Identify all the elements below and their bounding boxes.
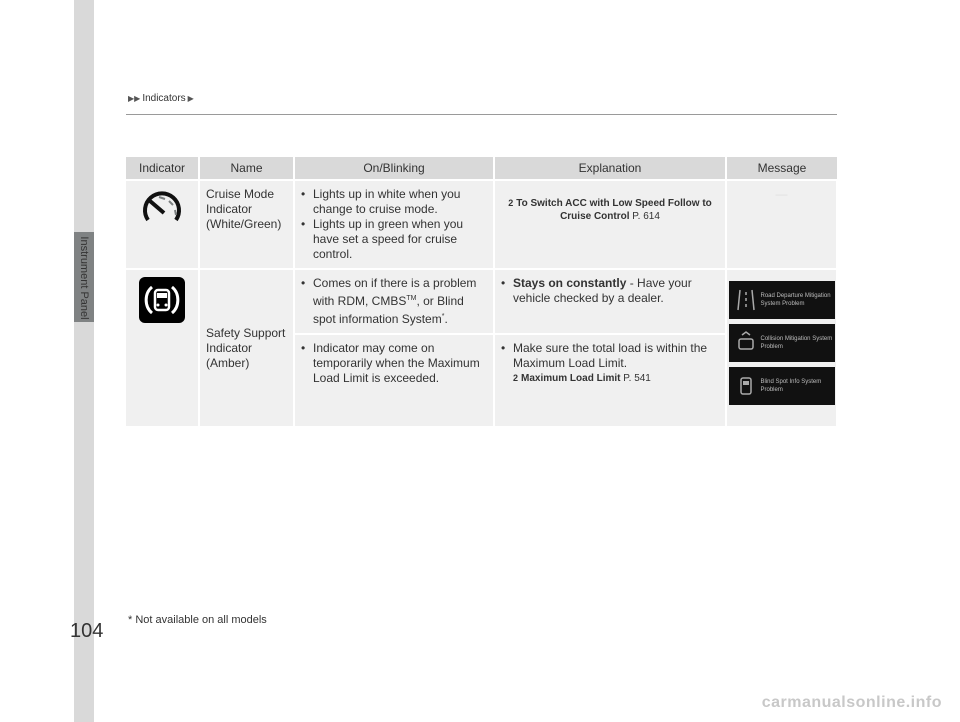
indicator-cell [126, 180, 199, 269]
column-header: Message [726, 157, 837, 180]
table-header-row [126, 157, 837, 180]
table-row [126, 180, 837, 269]
side-tab-bar [74, 0, 94, 722]
column-header: Indicator [126, 157, 199, 180]
explanation-cell [494, 269, 726, 334]
explanation-cell [494, 334, 726, 426]
header-rule [126, 114, 837, 115]
footnote: * Not available on all models [128, 614, 267, 626]
breadcrumb-arrow-icon: ▶ [187, 94, 194, 103]
blind-spot-icon [735, 374, 757, 398]
cruise-mode-icon [139, 187, 185, 233]
explanation-cell [494, 180, 726, 269]
list-item: • Comes on if there is a problem with RDM, CMBS™, or Blind spot information System*. [301, 276, 477, 326]
table-row [126, 269, 837, 334]
collision-mitigation-icon [735, 331, 757, 355]
safety-support-icon [138, 276, 186, 324]
column-header: Name [199, 157, 294, 180]
on-blinking-cell [294, 334, 494, 426]
name-cell: Cruise Mode Indicator (White/Green) [199, 180, 294, 269]
page-reference[interactable]: 2 To Switch ACC with Low Speed Follow to Cruise Control P. 614 [508, 198, 712, 222]
list-item: • Make sure the total load is within the Maximum Load Limit. [501, 341, 708, 370]
list-item: • Lights up in green when you have set a speed for cruise control. [301, 217, 464, 261]
message-display: Blind Spot Info System Problem [729, 367, 835, 405]
breadcrumb-item[interactable]: Indicators [142, 93, 186, 104]
list-item: • Lights up in white when you change to cruise mode. [301, 187, 461, 216]
column-header: Explanation [494, 157, 726, 180]
message-display: Road Departure Mitigation System Problem [729, 281, 835, 319]
list-item: • Stays on constantly - Have your vehicle checked by a dealer. [501, 276, 692, 305]
reference-arrow-icon: 2 [513, 373, 519, 383]
name-cell: Safety Support Indicator (Amber) [199, 269, 294, 426]
watermark: carmanualsonline.info [761, 694, 942, 711]
message-display: Collision Mitigation System Problem [729, 324, 835, 362]
message-cell [726, 269, 837, 426]
on-blinking-cell [294, 269, 494, 334]
on-blinking-cell [294, 180, 494, 269]
section-label: Instrument Panel [78, 236, 90, 320]
breadcrumb [128, 93, 194, 104]
column-header: On/Blinking [294, 157, 494, 180]
page-reference[interactable]: 2 Maximum Load Limit P. 541 [513, 373, 651, 384]
breadcrumb-arrow-icon: ▶▶ [128, 94, 141, 103]
list-item: • Indicator may come on temporarily when the Maximum Load Limit is exceeded. [301, 341, 480, 385]
empty-message: — [775, 187, 788, 201]
message-cell [726, 180, 837, 269]
road-departure-icon [735, 288, 757, 312]
indicator-table [126, 157, 838, 426]
page-number: 104 [70, 620, 104, 642]
indicator-cell [126, 269, 199, 426]
reference-arrow-icon: 2 [508, 198, 514, 208]
